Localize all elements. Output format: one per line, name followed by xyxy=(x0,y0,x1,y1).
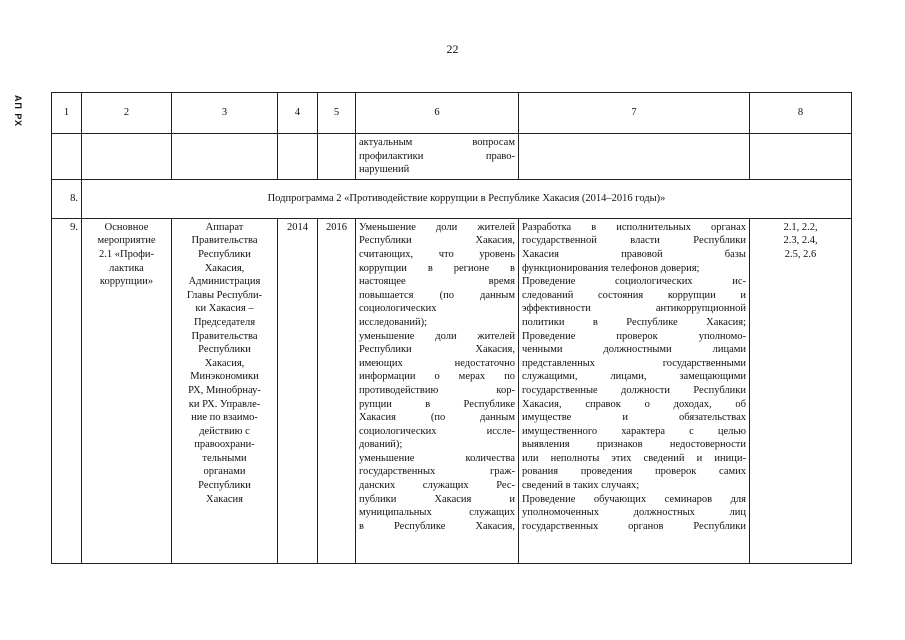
result-line: социологических иссле- xyxy=(359,425,515,437)
header-cell-8: 8 xyxy=(750,93,852,134)
result-line: считающих, что уровень xyxy=(359,248,515,260)
result-line: дований); xyxy=(359,439,403,451)
direction-line: ченными должностными лицами xyxy=(522,344,746,356)
end-year: 2016 xyxy=(318,218,356,563)
result-line: муниципальных служащих xyxy=(359,507,515,519)
executor-line: Хакасия, xyxy=(204,262,245,274)
event-cell xyxy=(82,218,172,563)
header-cell-2: 2 xyxy=(82,93,172,134)
result-line: имеющих недостаточно xyxy=(359,357,515,369)
direction-line: политики в Республике Хакасия; xyxy=(522,316,746,328)
page-number: 22 xyxy=(446,42,459,56)
result-line: в Республике Хакасия, xyxy=(359,520,515,532)
direction-line: функционирования телефонов доверия; xyxy=(522,262,700,274)
result-line: информации о мерах по xyxy=(359,371,515,383)
result-line: Республики Хакасия, xyxy=(359,344,515,356)
cont-cell-5 xyxy=(318,134,356,180)
result-line: Республики Хакасия, xyxy=(359,235,515,247)
executor-line: Правительства xyxy=(191,235,258,247)
results-cell xyxy=(356,218,519,563)
cont-cell-8 xyxy=(750,134,852,180)
executor-line: Хакасия, xyxy=(204,357,245,369)
direction-line: Хакасия, справок о доходах, об xyxy=(522,398,746,410)
measures-table xyxy=(51,92,852,564)
indicators-cell xyxy=(750,218,852,563)
event-line: коррупции» xyxy=(99,276,154,288)
result-line: данских служащих Рес- xyxy=(359,480,515,492)
header-cell-6: 6 xyxy=(356,93,519,134)
subprogram-title: Подпрограмма 2 «Противодействие коррупции в Республике Хакасия (2014–2016 годы)» xyxy=(82,179,852,218)
executor-line: Председателя xyxy=(193,316,256,328)
indicator-line: 2.5, 2.6 xyxy=(784,248,817,260)
executor-line: Администрация xyxy=(188,276,261,288)
direction-line: Разработка в исполнительных органах xyxy=(522,221,746,233)
direction-line: Проведение обучающих семинаров для xyxy=(522,493,746,505)
executor-line: органами xyxy=(203,466,246,478)
executor-line: тельными xyxy=(202,452,247,464)
executor-line: Аппарат xyxy=(205,221,244,233)
direction-line: имуществе и обязательствах xyxy=(522,412,746,424)
executor-line: РХ, Минобрнау- xyxy=(188,384,261,396)
start-year: 2014 xyxy=(278,218,318,563)
event-line: мероприятие xyxy=(97,235,156,247)
direction-line: эффективности антикоррупционной xyxy=(522,303,746,315)
result-line: государственных граж- xyxy=(359,466,515,478)
cont-cell-1 xyxy=(52,134,82,180)
executor-line: Минэкономики xyxy=(190,371,259,383)
direction-line: следований состояния коррупции и xyxy=(522,289,746,301)
measure-row-9 xyxy=(52,218,852,563)
cont-line: нарушений xyxy=(359,164,410,176)
event-line: лактика xyxy=(109,262,144,274)
executor-line: Хакасия xyxy=(206,493,243,505)
result-line: публики Хакасия и xyxy=(359,493,515,505)
executor-line: правоохрани- xyxy=(194,439,255,451)
header-row xyxy=(52,93,852,134)
continuation-row xyxy=(52,134,852,180)
subprogram-number: 8. xyxy=(52,179,82,218)
direction-line: Проведение проверок уполномо- xyxy=(522,330,746,342)
direction-line: имущественного характера с целью xyxy=(522,425,746,437)
direction-line: уполномоченных должностных лиц xyxy=(522,507,746,519)
indicator-line: 2.1, 2.2, xyxy=(783,221,818,233)
executor-line: Республики xyxy=(198,248,251,260)
result-line: уменьшение количества xyxy=(359,452,515,464)
header-cell-3: 3 xyxy=(172,93,278,134)
header-cell-1: 1 xyxy=(52,93,82,134)
cont-cell-3 xyxy=(172,134,278,180)
cont-line: профилактики право- xyxy=(359,150,515,162)
header-cell-4: 4 xyxy=(278,93,318,134)
subprogram-row xyxy=(52,179,852,218)
executor-line: ние по взаимо- xyxy=(191,412,258,424)
cont-cell-7 xyxy=(519,134,750,180)
direction-line: представленных государственными xyxy=(522,357,746,369)
result-line: Уменьшение доли жителей xyxy=(359,221,515,233)
cont-cell-4 xyxy=(278,134,318,180)
result-line: коррупции в регионе в xyxy=(359,262,515,274)
direction-line: сведений в таких случаях; xyxy=(522,480,640,492)
cont-cell-2 xyxy=(82,134,172,180)
direction-line: государственной власти Республики xyxy=(522,235,746,247)
direction-line: выявления признаков недостоверности xyxy=(522,439,746,451)
executor-line: ки Хакасия – xyxy=(195,303,254,315)
indicator-line: 2.3, 2.4, xyxy=(783,235,818,247)
header-cell-7: 7 xyxy=(519,93,750,134)
executors-cell xyxy=(172,218,278,563)
result-line: настоящее время xyxy=(359,276,515,288)
row-number: 9. xyxy=(52,218,82,563)
direction-line: государственные должности Республики xyxy=(522,384,746,396)
direction-line: государственных органов Республики xyxy=(522,520,746,532)
executor-line: Республики xyxy=(198,480,251,492)
result-line: повышается (по данным xyxy=(359,289,515,301)
header-cell-5: 5 xyxy=(318,93,356,134)
executor-line: ки РХ. Управле- xyxy=(188,398,261,410)
result-line: Хакасия (по данным xyxy=(359,412,515,424)
executor-line: Республики xyxy=(198,344,251,356)
side-stamp: АП РХ xyxy=(13,95,23,128)
executor-line: Правительства xyxy=(191,330,258,342)
direction-line: Хакасия правовой базы xyxy=(522,248,746,260)
direction-line: рования проведения проверок самих xyxy=(522,466,746,478)
direction-line: Проведение социологических ис- xyxy=(522,276,746,288)
result-line: рупции в Республике xyxy=(359,398,515,410)
result-line: социологических xyxy=(359,303,437,315)
result-line: противодействию кор- xyxy=(359,384,515,396)
event-line: Основное xyxy=(104,221,149,233)
result-line: уменьшение доли жителей xyxy=(359,330,515,342)
event-line: 2.1 «Профи- xyxy=(98,248,154,260)
cont-results-cell xyxy=(356,134,519,180)
direction-line: или неполноты этих сведений и иници- xyxy=(522,452,746,464)
result-line: исследований); xyxy=(359,316,428,328)
executor-line: действию с xyxy=(199,425,250,437)
direction-line: служащими, лицами, замещающими xyxy=(522,371,746,383)
cont-line: актуальным вопросам xyxy=(359,137,515,148)
executor-line: Главы Республи- xyxy=(186,289,263,301)
directions-cell xyxy=(519,218,750,563)
